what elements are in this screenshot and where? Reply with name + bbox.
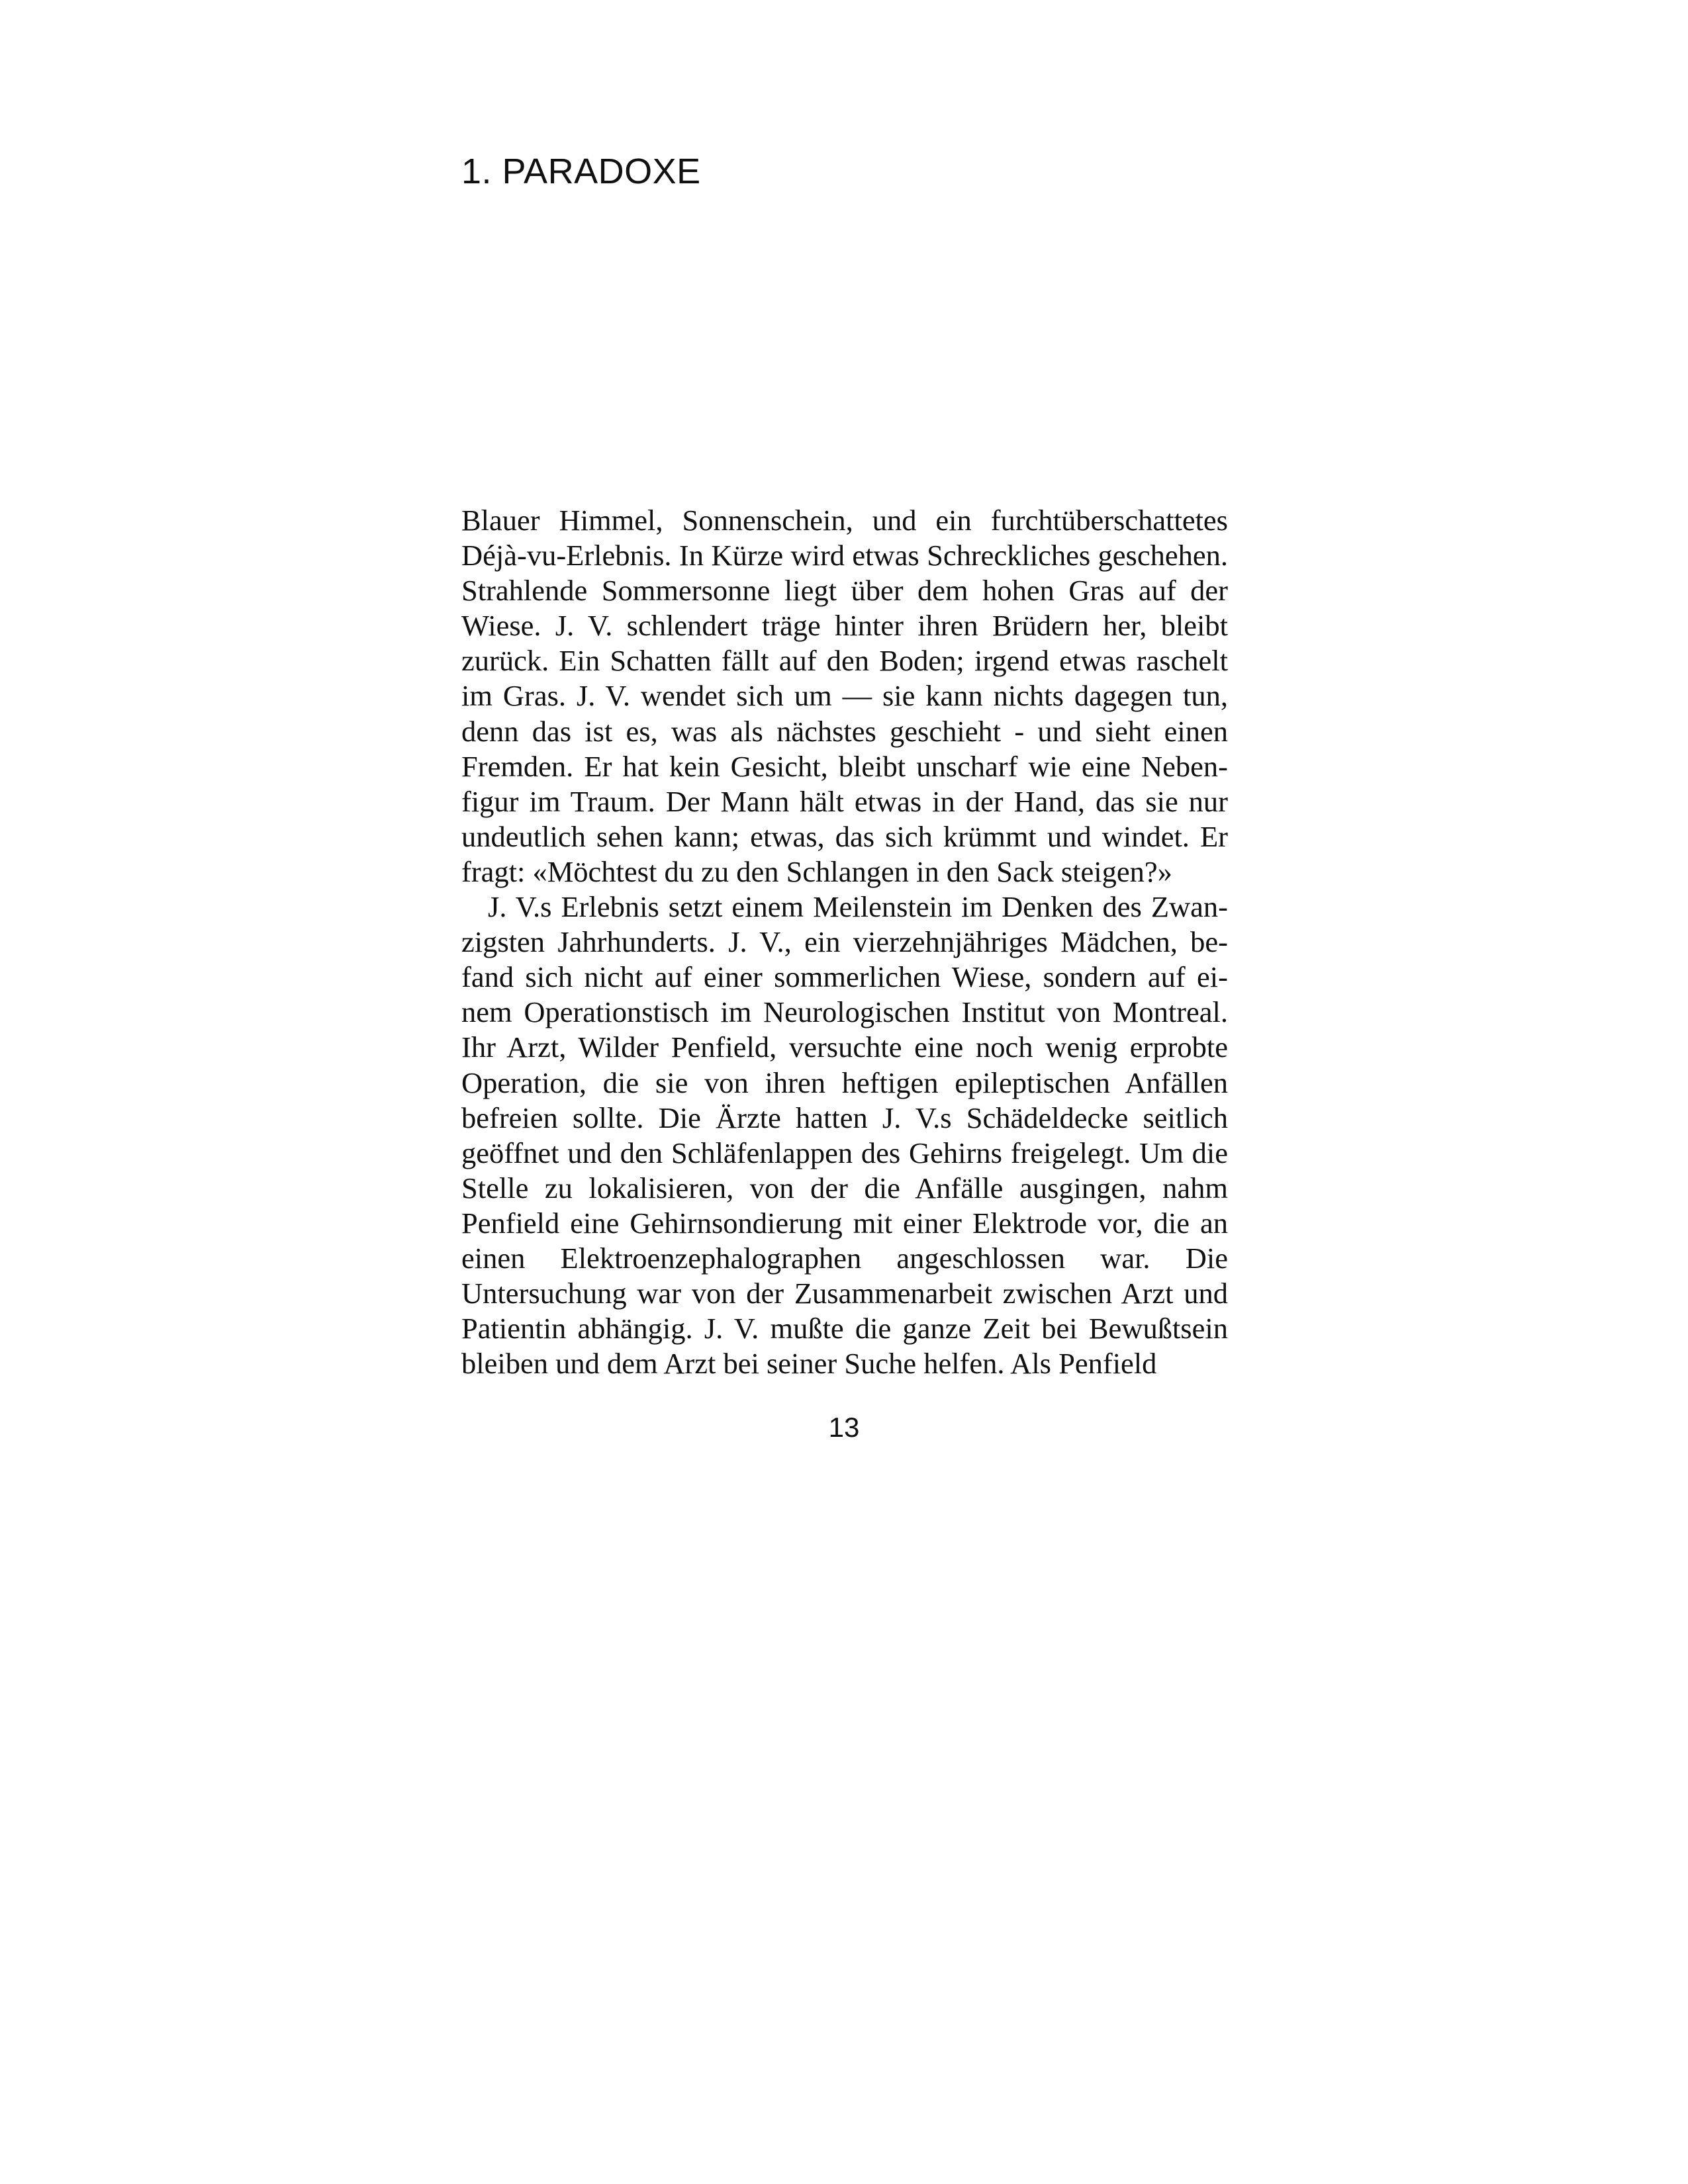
chapter-title: 1. PARADOXE xyxy=(461,152,701,191)
page-number: 13 xyxy=(828,1412,860,1443)
paragraph-2: J. V.s Erlebnis setzt einem Meilenstein im Denken des Zwanzigsten Jahrhunderts. J. V., ein vierzehnjähriges Mädchen, befand sich nicht auf einer sommerlichen Wiese, sondern auf einem Operationstisch im Neurologischen Institut von Montreal. Ihr Arzt, Wilder Penfield, versuchte eine noch wenig erprobte Operation, die sie von ihren heftigen epileptischen Anfällen befreien sollte. Die Ärzte hatten J. V.s Schädeldecke seitlich geöffnet und den Schläfenlappen des Gehirns freigelegt. Um die Stelle zu lokalisieren, von der die Anfälle ausgingen, nahm Penfield eine Gehirnsondierung mit einer Elektrode vor, die an einen Elektroenzephalographen angeschlossen war. Die Untersuchung war von der Zusammenarbeit zwischen Arzt und Patientin abhängig. J. V. mußte die ganze Zeit bei Bewußtsein bleiben und dem Arzt bei seiner Suche helfen. Als Penfield xyxy=(461,890,1228,1381)
paragraph-1: Blauer Himmel, Sonnenschein, und ein furchtüberschattetes Déjà-vu-Erlebnis. In Kürze wird etwas Schreckliches geschehen. Strahlende Sommersonne liegt über dem hohen Gras auf der Wiese. J. V. schlendert träge hinter ihren Brüdern her, bleibt zurück. Ein Schatten fällt auf den Boden; irgend etwas raschelt im Gras. J. V. wendet sich um — sie kann nichts dagegen tun, denn das ist es, was als nächstes geschieht - und sieht einen Fremden. Er hat kein Gesicht, bleibt unscharf wie eine Nebenfigur im Traum. Der Mann hält etwas in der Hand, das sie nur undeutlich sehen kann; etwas, das sich krümmt und windet. Er fragt: «Möchtest du zu den Schlangen in den Sack steigen?» xyxy=(461,504,1228,888)
body-text xyxy=(461,503,1228,1381)
